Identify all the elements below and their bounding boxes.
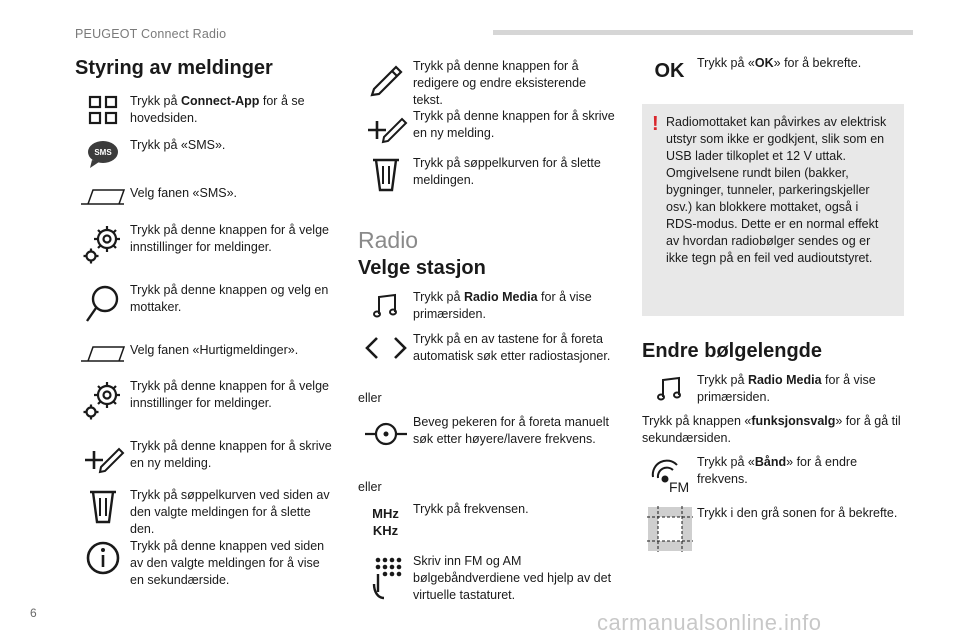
messages-item-tab-quick — [75, 342, 335, 366]
radio-media-item-2 — [642, 372, 904, 406]
or-separator: eller — [358, 391, 382, 405]
trash-icon — [75, 487, 130, 527]
messages-item-connect-app — [75, 93, 335, 127]
grey-zone-icon — [642, 505, 697, 553]
instruction-text: Velg fanen «Hurtigmeldinger». — [130, 343, 299, 357]
messages-item-settings-2 — [75, 378, 335, 422]
options-instruction: Trykk på knappen «funksjonsvalg» for å gå til sekundærsiden. — [642, 414, 901, 445]
instruction-text: Trykk i den grå sonen for å bekrefte. — [697, 506, 898, 520]
watermark: carmanualsonline.info — [597, 610, 822, 635]
radio-media-item — [358, 289, 618, 323]
ok-item — [642, 55, 904, 87]
write-new-icon — [358, 108, 413, 146]
messages-item-details — [75, 538, 335, 589]
instruction-text: Trykk på «Bånd» for å endre frekvens. — [697, 455, 858, 486]
music-note-icon — [358, 289, 413, 323]
instruction-text: Trykk på denne knappen for å skrive en ny melding. — [130, 439, 332, 470]
chapter-title-radio: Radio — [358, 227, 419, 253]
settings-gears-icon — [75, 378, 130, 422]
instruction-text: Trykk på søppelkurven ved siden av den valgte meldingen for å slette den. — [130, 488, 330, 536]
instruction-text: Trykk på «SMS». — [130, 138, 226, 152]
heading-select-station: Velge stasjon — [358, 257, 486, 279]
messages-item-tab-sms — [75, 185, 335, 209]
tab-icon — [75, 342, 130, 366]
write-new-icon — [75, 438, 130, 476]
warning-note-box — [642, 104, 904, 316]
pencil-icon — [358, 58, 413, 98]
instruction-text: Trykk på en av tastene for å foreta automatisk søk etter radiostasjoner. — [413, 332, 611, 363]
instruction-text: Velg fanen «SMS». — [130, 186, 238, 200]
warning-text: Radiomottaket kan påvirkes av elektrisk utstyr som ikke er godkjent, slik som en USB lader tilkoplet et 12 V uttak. Omgivelsene rundt bilen (bakker, bygninger, tunneler, parkeringskjeller osv.) kan blokkere mottaket, også i RDS-modus. Dette er en normal effekt av hvordan radiobølger sendes og er ikke tegn på en feil ved audioutstyret. — [666, 115, 887, 265]
trash-icon — [358, 155, 413, 195]
instruction-text: Trykk på denne knappen og velg en mottaker. — [130, 283, 329, 314]
running-header: PEUGEOT Connect Radio — [75, 27, 227, 41]
instruction-text: Trykk på denne knappen for å velge innstillinger for meldinger. — [130, 223, 329, 254]
info-icon — [75, 538, 130, 578]
settings-gears-icon — [75, 222, 130, 266]
keypad-item — [358, 553, 618, 604]
page-number: 6 — [30, 606, 37, 620]
warning-mark-icon: ! — [652, 113, 659, 135]
slider-knob-icon — [358, 414, 413, 454]
instruction-text: Trykk på Connect-App for å se hovedsiden. — [130, 94, 305, 125]
instruction-text: Trykk på Radio Media for å vise primærsiden. — [413, 290, 592, 321]
arrows-left-right-icon — [358, 331, 413, 365]
search-icon — [75, 282, 130, 326]
instruction-text: Trykk på denne knappen for å redigere og endre eksisterende tekst. — [413, 59, 587, 107]
manual-search-item — [358, 414, 618, 454]
messages-item-settings — [75, 222, 335, 266]
frequency-units-icon: MHz KHz — [372, 506, 399, 538]
heading-change-band: Endre bølgelengde — [642, 340, 823, 362]
new-message-item — [358, 108, 618, 146]
instruction-text: Trykk på søppelkurven for å slette meldingen. — [413, 156, 601, 187]
instruction-text: Trykk på denne knappen for å skrive en ny melding. — [413, 109, 615, 140]
instruction-text: Trykk på denne knappen ved siden av den valgte meldingen for å vise en sekundærside. — [130, 539, 325, 587]
instruction-text: Trykk på «OK» for å bekrefte. — [697, 56, 862, 70]
band-fm-label: FM — [668, 479, 689, 495]
frequency-item — [358, 501, 618, 543]
music-note-icon — [642, 372, 697, 406]
svg-text:SMS: SMS — [93, 148, 112, 157]
instruction-text: Beveg pekeren for å foreta manuelt søk etter høyere/lavere frekvens. — [413, 415, 609, 446]
radio-band-icon — [642, 454, 697, 496]
instruction-text: Trykk på frekvensen. — [413, 502, 529, 516]
apps-grid-icon — [75, 93, 130, 127]
messages-item-new — [75, 438, 335, 476]
auto-search-item — [358, 331, 618, 365]
band-item — [642, 454, 904, 496]
messages-item-sms — [75, 137, 335, 171]
messages-item-delete — [75, 487, 335, 538]
heading-messages: Styring av meldinger — [75, 57, 273, 79]
messages-item-recipient — [75, 282, 335, 326]
instruction-text: Skriv inn FM og AM bølgebåndverdiene ved hjelp av det virtuelle tastaturet. — [413, 554, 612, 602]
confirm-item — [642, 505, 904, 553]
or-separator: eller — [358, 480, 382, 494]
edit-item — [358, 58, 618, 109]
instruction-text: Trykk på Radio Media for å vise primærsiden. — [697, 373, 876, 404]
instruction-text: Trykk på denne knappen for å velge innstillinger for meldinger. — [130, 379, 329, 410]
tab-icon — [75, 185, 130, 209]
ok-icon: OK — [654, 59, 685, 82]
sms-icon — [75, 137, 130, 171]
keypad-hand-icon — [358, 553, 413, 601]
header-rule — [493, 30, 913, 35]
delete-message-item — [358, 155, 618, 195]
